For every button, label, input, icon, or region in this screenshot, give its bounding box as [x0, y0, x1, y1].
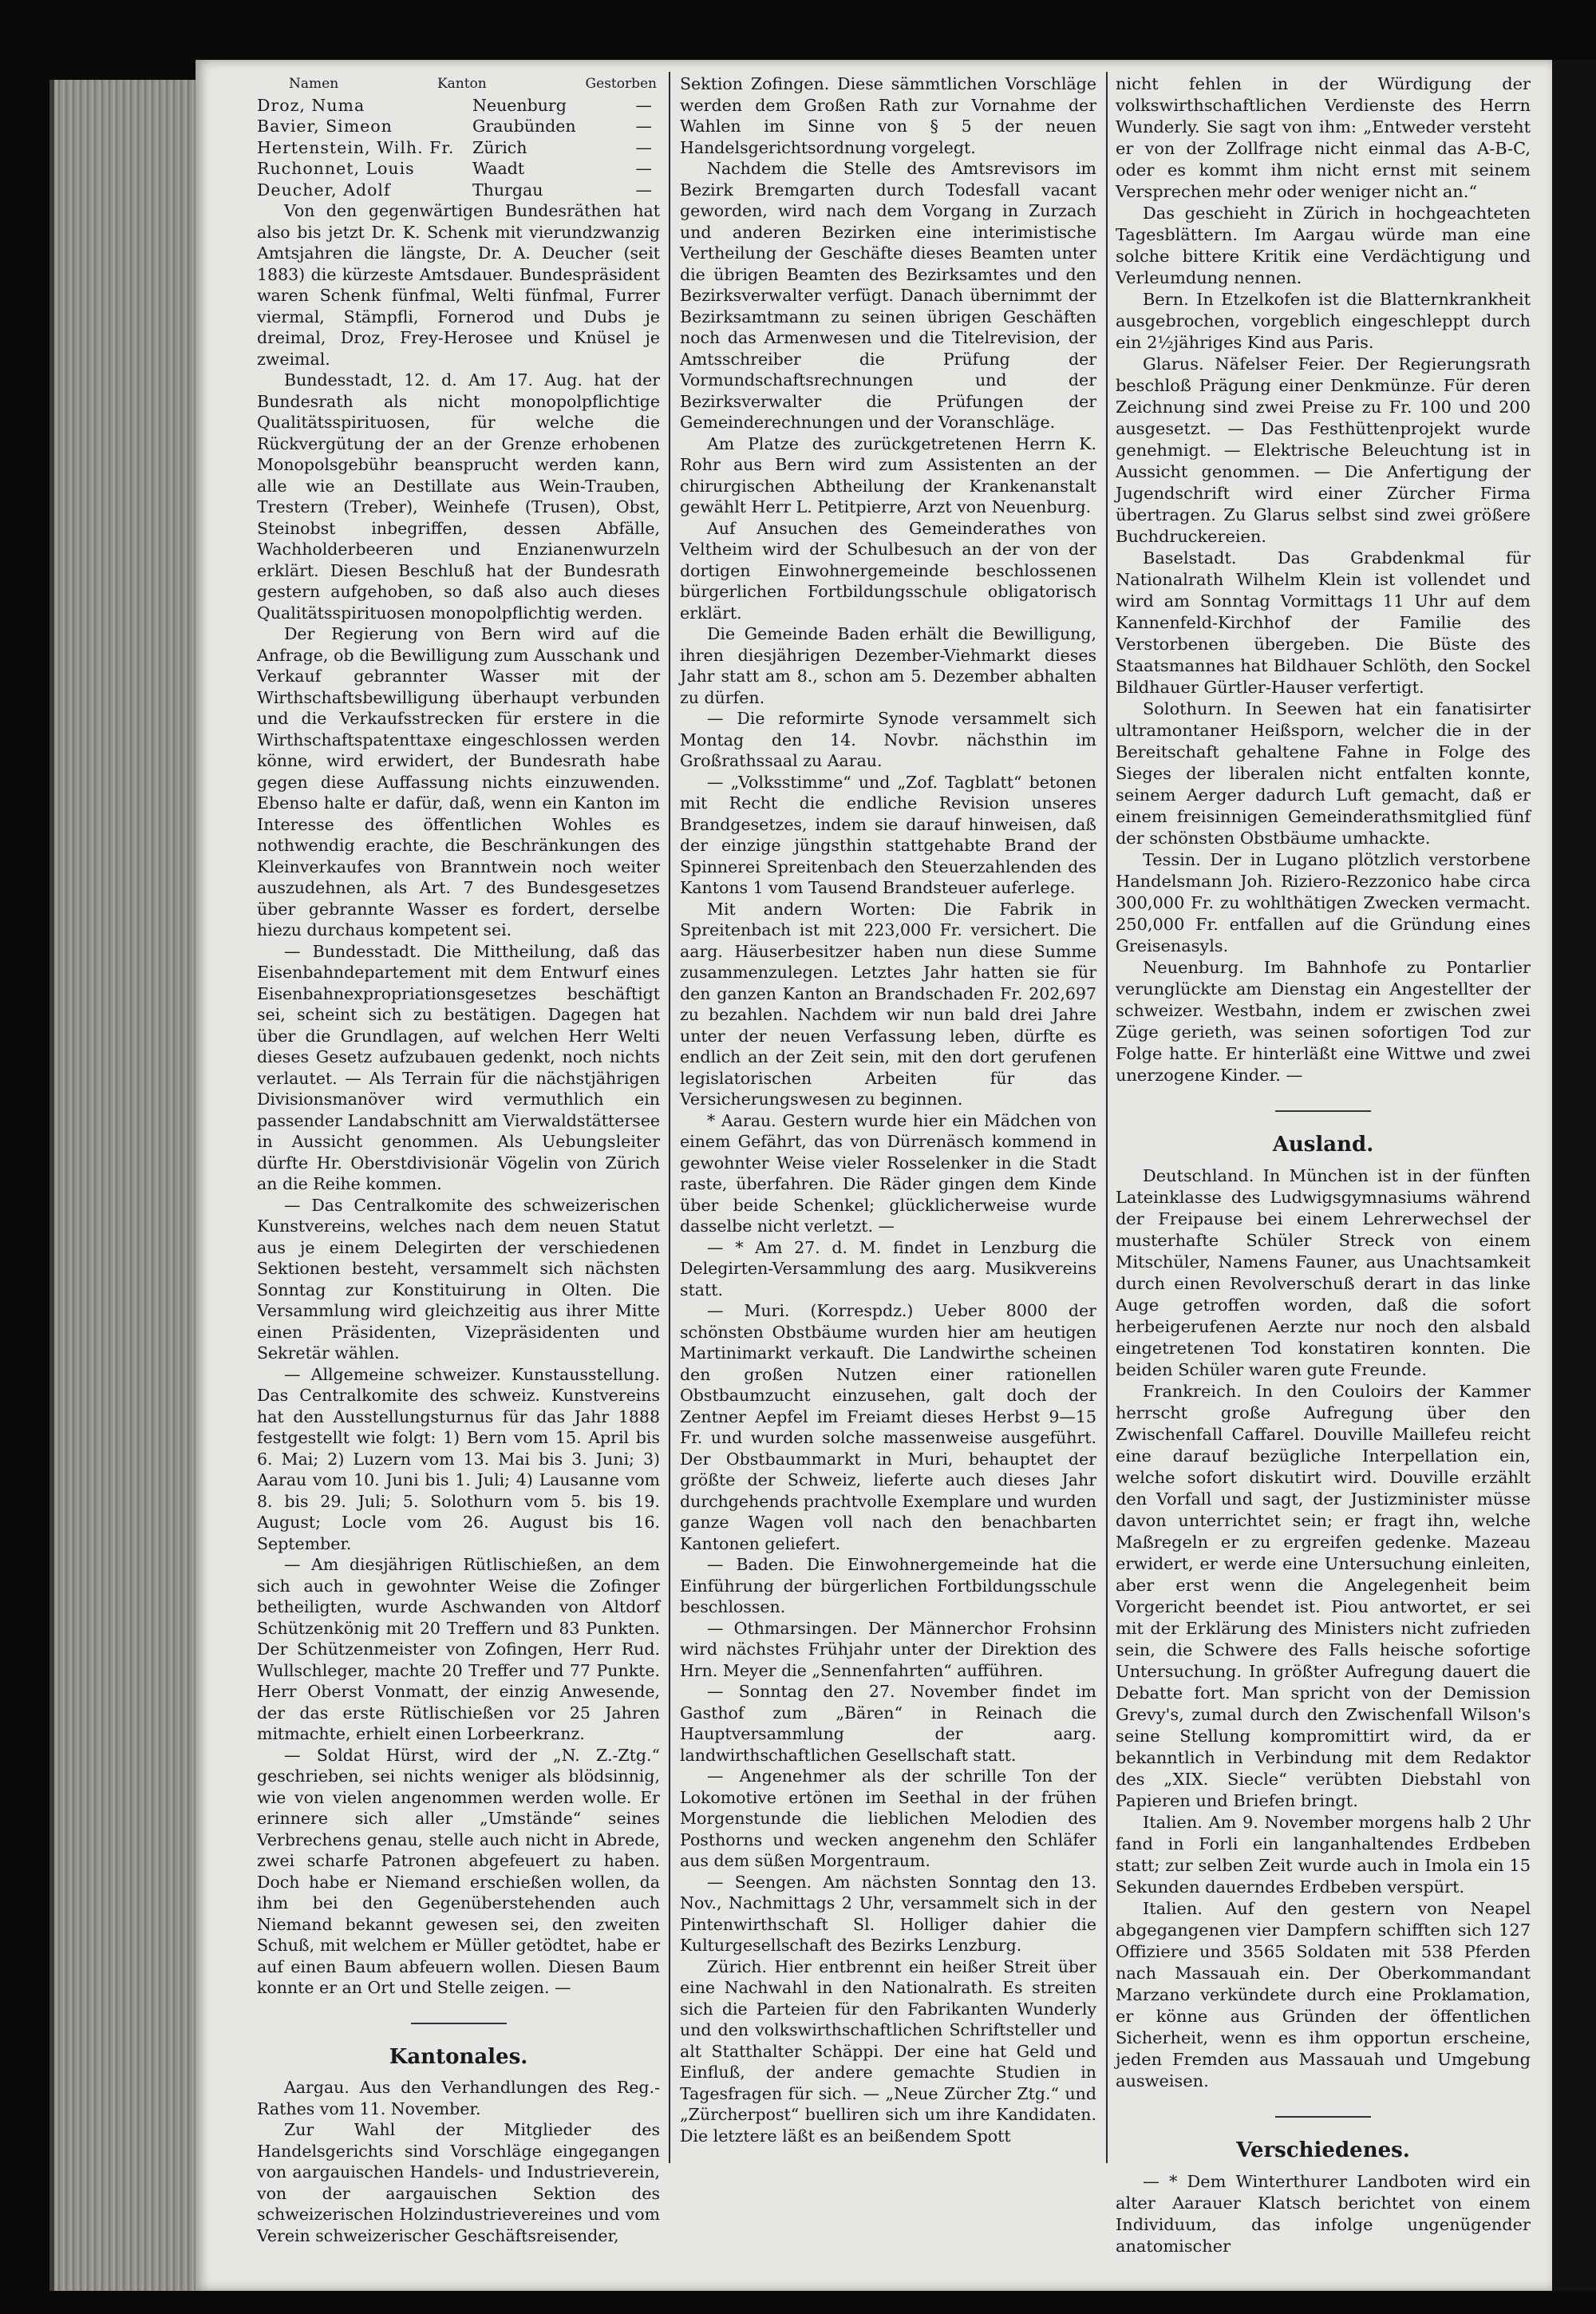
section-heading-verschiedenes: Verschiedenes. — [1236, 2138, 1410, 2162]
article-paragraph: — „Volksstimme“ und „Zof. Tagblatt“ betonen mit Recht die endliche Revision unseres Brandgesetzes, indem sie darauf hinweisen, daß der einzige jüngsthin stattgehabte Brand der Spinnerei Spreitenbach den Steuerzahlenden des Kantons 1 vom Tausend Brandsteuer auferlege. — [680, 772, 1096, 897]
section-rule — [1275, 2116, 1371, 2118]
article-paragraph: — Das Centralkomite des schweizerischen Kunstvereins, welches nach dem neuen Statut aus je einem Delegirten der verschiedenen Sektionen besteht, versammelt sich nächsten Sonntag zur Konstituirung in Olten. Die Versammlung wird gleichzeitig aus ihrer Mitte einen Präsidenten, Vizepräsidenten und Sekretär wählen. — [257, 1195, 660, 1363]
article-paragraph: Sektion Zofingen. Diese sämmtlichen Vorschläge werden dem Großen Rath zur Vornahme der Wahlen im Sinne von § 5 der neuen Handelsgerichtsordnung vorgelegt. — [680, 74, 1096, 157]
section-rule — [411, 2023, 507, 2024]
row-kanton: Neuenburg — [472, 95, 567, 115]
article-paragraph: — * Dem Winterthurer Landboten wird ein alter Aarauer Klatsch berichtet von einem Individuum, das infolge ungenügender anatomischer — [1116, 2172, 1531, 2256]
row-kanton: Zürich — [472, 137, 527, 157]
article-paragraph: — Othmarsingen. Der Männerchor Frohsinn wird nächstes Frühjahr unter der Direktion des Hrn. Meyer die „Sennenfahrten“ aufführen. — [680, 1618, 1096, 1680]
article-paragraph: Von den gegenwärtigen Bundesräthen hat also bis jetzt Dr. K. Schenk mit vierundzwanzig Amtsjahren die längste, Dr. A. Deucher (seit 1883) die kürzeste Amtsdauer. Bundespräsident waren Schenk fünfmal, Welti fünfmal, Furrer viermal, Stämpfli, Fornerod und Dubs je dreimal, Droz, Frey-Herosee und Knüsel je zweimal. — [257, 201, 660, 369]
row-kanton: Graubünden — [472, 117, 576, 136]
row-name: Bavier, Simeon — [257, 117, 393, 136]
article-paragraph: Tessin. Der in Lugano plötzlich verstorbene Handelsmann Joh. Riziero-Rezzonico habe circa 300,000 Fr. zu wohlthätigen Zwecken vermacht. 250,000 Fr. entfallen auf die Gründung eines Greisenasyls. — [1116, 850, 1531, 955]
column-2 — [680, 73, 1096, 2146]
table-header — [257, 73, 660, 95]
table-row — [257, 116, 660, 137]
row-died: — — [635, 117, 652, 136]
article-paragraph: Aargau. Aus den Verhandlungen des Reg.-Rathes vom 11. November. — [257, 2078, 660, 2118]
column-3 — [1116, 73, 1531, 2257]
article-paragraph: Glarus. Näfelser Feier. Der Regierungsrath beschloß Prägung einer Denkmünze. Für deren Zeichnung sind zwei Preise zu Fr. 100 und 200 ausgesetzt. — Das Festhüttenprojekt wurde genehmigt. — Elektrische Beleuchtung ist in Aussicht genommen. — Die Anfertigung der Jugendschrift wird einer Zürcher Firma übertragen. Zu Glarus selbst sind zwei größere Buchdruckereien. — [1116, 354, 1531, 546]
article-paragraph: Baselstadt. Das Grabdenkmal für Nationalrath Wilhelm Klein ist vollendet und wird am Sonntag Vormittags 11 Uhr auf dem Kannenfeld-Kirchhof der Familie des Verstorbenen übergeben. Die Büste des Staatsmannes hat Bildhauer Schlöth, den Sockel Bildhauer Gürtler-Hauser verfertigt. — [1116, 548, 1531, 697]
row-died: — — [635, 137, 652, 157]
article-paragraph: Auf Ansuchen des Gemeinderathes von Veltheim wird der Schulbesuch an der von der dortigen Einwohnergemeinde beschlossenen bürgerlichen Fortbildungsschule obligatorisch erklärt. — [680, 518, 1096, 623]
article-paragraph: — Baden. Die Einwohnergemeinde hat die Einführung der bürgerlichen Fortbildungsschule beschlossen. — [680, 1555, 1096, 1616]
section-heading-ausland: Ausland. — [1272, 1133, 1374, 1157]
row-name: Droz, Numa — [257, 95, 365, 115]
article-paragraph: Bern. In Etzelkofen ist die Blatternkrankheit ausgebrochen, vorgeblich eingeschleppt durch ein 2½jähriges Kind aus Paris. — [1116, 290, 1531, 352]
article-paragraph: — Die reformirte Synode versammelt sich Montag den 14. Novbr. nächsthin im Großrathssaal zu Aarau. — [680, 709, 1096, 770]
article-paragraph: nicht fehlen in der Würdigung der volkswirthschaftlichen Verdienste des Herrn Wunderly. Sie sagt von ihm: „Entweder versteht er von der Zollfrage nicht einmal das A-B-C, oder es kommt ihm nicht ernst mit seinem Versprechen mehr oder weniger nicht an.“ — [1116, 74, 1531, 201]
article-paragraph: * Aarau. Gestern wurde hier ein Mädchen von einem Gefährt, das von Dürrenäsch kommend in gewohnter Weise vieler Rosselenker in die Stadt raste, überfahren. Die Räder gingen dem Kinde über beide Schenkel; glücklicherweise wurde dasselbe nicht verletzt. — — [680, 1110, 1096, 1236]
table-row — [257, 158, 660, 180]
article-paragraph: Solothurn. In Seewen hat ein fanatisirter ultramontaner Heißsporn, welcher die in der Bereitschaft gehaltene Fahne in Folge des Sieges der liberalen nicht entfalten konnte, seinem Aerger dadurch Luft gemacht, daß er einem freisinnigen Gemeinderathsmitglied fünf der schönsten Obstbäume umhackte. — [1116, 699, 1531, 848]
article-paragraph: Am Platze des zurückgetretenen Herrn K. Rohr aus Bern wird zum Assistenten an der chirurgischen Abtheilung der Krankenanstalt gewählt Herr L. Petitpierre, Arzt von Neuenburg. — [680, 433, 1096, 516]
article-paragraph: — Angenehmer als der schrille Ton der Lokomotive ertönen im Seethal in der frühen Morgenstunde die lieblichen Melodien des Posthorns und wecken angenehm den Schläfer aus dem süßen Morgentraum. — [680, 1766, 1096, 1870]
article-paragraph: — Bundesstadt. Die Mittheilung, daß das Eisenbahndepartement mit dem Entwurf eines Eisenbahnexpropriationsgesetzes beschäftigt sei, scheint sich zu bestätigen. Dagegen hat über die Grundlagen, auf welchen Herr Welti dieses Gesetz aufzubauen gedenkt, noch nichts verlautet. — Als Terrain für die nächstjährigen Divisionsmanöver wird vermuthlich ein passender Landabschnitt am Vierwaldstättersee in Aussicht genommen. Als Uebungsleiter dürfte Hr. Oberstdivisionär Vögelin von Zürich an die Reihe kommen. — [257, 941, 660, 1193]
article-paragraph: — Soldat Hürst, wird der „N. Z.-Ztg.“ geschrieben, sei nichts weniger als blödsinnig, wie von vielen angenommen werden wolle. Er erinnere sich aller „Umstände“ seines Verbrechens genau, stelle auch nicht in Abrede, zwei scharfe Patronen abgefeuert zu haben. Doch habe er Niemand erschießen wollen, da ihm bei den Gegenüberstehenden auch Niemand bekannt gewesen sei, den zweiten Schuß, mit welchem er Müller getödtet, habe er auf einen Baum abfeuern wollen. Diesen Baum konnte er an Ort und Stelle zeigen. — — [257, 1745, 660, 1997]
article-paragraph: Die Gemeinde Baden erhält die Bewilligung, ihren diesjährigen Dezember-Viehmarkt dieses Jahr statt am 8., schon am 5. Dezember abhalten zu dürfen. — [680, 624, 1096, 707]
row-kanton: Thurgau — [472, 180, 543, 200]
article-paragraph: — Allgemeine schweizer. Kunstausstellung. Das Centralkomite des schweiz. Kunstvereins hat den Ausstellungsturnus für das Jahr 1888 festgestellt wie folgt: 1) Bern vom 15. April bis 6. Mai; 2) Luzern vom 13. Mai bis 3. Juni; 3) Aarau vom 10. Juni bis 1. Juli; 4) Lausanne vom 8. bis 29. Juli; 5. Solothurn vom 5. bis 19. August; Locle vom 26. August bis 16. September. — [257, 1364, 660, 1553]
row-died: — — [635, 180, 652, 200]
article-paragraph: — * Am 27. d. M. findet in Lenzburg die Delegirten-Versammlung des aarg. Musikvereins statt. — [680, 1237, 1096, 1299]
article-paragraph: — Muri. (Korrespdz.) Ueber 8000 der schönsten Obstbäume wurden hier am heutigen Martinimarkt verkauft. Die Landwirthe scheinen den großen Nutzen einer rationellen Obstbaumzucht einzusehen, galt doch der Zentner Aepfel im Freiamt dieses Herbst 9—15 Fr. und wurden solche massenweise ausgeführt. Der Obstbaummarkt in Muri, behauptet der größte der Schweiz, lieferte auch dieses Jahr durchgehends prachtvolle Exemplare und wurden ganze Wagen voll nach den benachbarten Kantonen geliefert. — [680, 1301, 1097, 1553]
article-paragraph: Mit andern Worten: Die Fabrik in Spreitenbach ist mit 223,000 Fr. versichert. Die aarg. Häuserbesitzer haben nun diese Summe zusammenzulegen. Letztes Jahr hatten sie für den ganzen Kanton an Brandschaden Fr. 202,697 zu bezahlen. Nachdem wir nun bald drei Jahre unter der neuen Verfassung leben, dürfte es endlich an der Zeit sein, mit den dort gerufenen legislatorischen Arbeiten für das Versicherungswesen zu beginnen. — [680, 899, 1096, 1109]
table-header-cell: Namen — [289, 76, 339, 92]
column-1 — [257, 73, 660, 2246]
column-rule — [669, 72, 670, 2163]
row-died: — — [635, 159, 652, 178]
row-name: Hertenstein, Wilh. Fr. — [257, 137, 455, 157]
row-name: Ruchonnet, Louis — [257, 159, 415, 178]
section-rule — [1275, 1110, 1371, 1112]
row-name: Deucher, Adolf — [257, 180, 391, 200]
article-paragraph: Italien. Auf den gestern von Neapel abgegangenen vier Dampfern schifften sich 127 Offiziere und 3565 Soldaten mit 538 Pferden nach Massauah ein. Der Oberkommandant Marzano verkündete durch eine Proklamation, er könne aus Gründen der öffentlichen Sicherheit, wenn es ihm opportun erscheine, jeden Fremden aus Massauah und Umgebung ausweisen. — [1116, 1899, 1531, 2091]
article-paragraph: — Sonntag den 27. November findet im Gasthof zum „Bären“ in Reinach die Hauptversammlung der aarg. landwirthschaftlichen Gesellschaft statt. — [680, 1682, 1096, 1765]
article-paragraph: Der Regierung von Bern wird auf die Anfrage, ob die Bewilligung zum Ausschank und Verkauf gebrannter Wasser mit der Wirthschaftsbewilligung überhaupt verbunden und die Verkaufsstrecken für erstere in die Wirthschaftspatenttaxe eingeschlossen werden könne, wird erwidert, der Bundesrath habe gegen diese Auffassung nichts einzuwenden. Ebenso halte er dafür, daß, wenn ein Kanton im Interesse des öffentlichen Wohles es nothwendig erachte, die Beschränkungen des Kleinverkaufes von Branntwein noch weiter auszudehnen, als Art. 7 des Bundesgesetzes über gebrannte Wasser es fordert, derselbe hiezu durchaus kompetent sei. — [257, 624, 660, 939]
article-paragraph: Zur Wahl der Mitglieder des Handelsgerichts sind Vorschläge eingegangen von aargauischen Handels- und Industrieverein, von der aargauischen Sektion des schweizerischen Holzindustrievereines und vom Verein schweizerischer Geschäftsreisender, — [257, 2120, 660, 2245]
page-shadow — [1552, 60, 1596, 2291]
column-rule — [1106, 72, 1108, 2163]
article-paragraph: Bundesstadt, 12. d. Am 17. Aug. hat der Bundesrath als nicht monopolpflichtige Qualitätsspirituosen, für welche die Rückvergütung der an der Grenze erhobenen Monopolsgebühr beansprucht werden kann, alle wie an Destillate aus Wein-Trauben, Trestern (Treber), Weinhefe (Trusen), Obst, Steinobst inbegriffen, dessen Abfälle, Wachholderbeeren und Enzianenwurzeln erklärt. Diesen Beschluß hat der Bundesrath gestern aufgehoben, so daß also auch dieses Qualitätsspirituosen monopolpflichtig werden. — [257, 370, 660, 623]
article-paragraph: Frankreich. In den Couloirs der Kammer herrscht große Aufregung über den Zwischenfall Caffarel. Douville Maillefeu reicht eine darauf bezügliche Interpellation ein, welche sofort diskutirt wird. Douville erzählt den Vorfall und sagt, der Justizminister müsse davon unterrichtet sein; er fragt ihn, welche Maßregeln er zu ergreifen gedenke. Mazeau erwidert, er werde eine Untersuchung einleiten, aber erst wenn die Angelegenheit beim Vorgericht beendet ist. Piou antwortet, er sei mit der Erklärung des Ministers nicht zufrieden sein, die Schwere des Falls heische sofortige Untersuchung. In größter Aufregung dauert die Debatte fort. Man spricht von der Demission Grevy's, zumal durch den Zwischenfall Wilson's seine Stellung kompromittirt wird, da er bekanntlich in Verbindung mit dem Redaktor des „XIX. Siecle“ verübten Diebstahl von Papieren und Briefen bringt. — [1116, 1382, 1531, 1810]
table-row — [257, 95, 660, 117]
article-paragraph: Zürich. Hier entbrennt ein heißer Streit über eine Nachwahl in den Nationalrath. Es streiten sich die Parteien für den Fabrikanten Wunderly und den volkswirthschaftlichen Schriftsteller und alt Statthalter Schäppi. Der eine hat Geld und Einfluß, der andere gemachte Studien in Tagesfragen für sich. — „Neue Zürcher Ztg.“ und „Zürcherpost“ buelliren sich um ihre Kandidaten. Die letztere läßt es an beißendem Spott — [680, 1956, 1096, 2146]
article-paragraph: — Am diesjährigen Rütlischießen, an dem sich auch in gewohnter Weise die Zofinger betheiligten, wurde Aschwanden von Altdorf Schützenkönig mit 20 Treffern und 83 Punkten. Der Schützenmeister von Zofingen, Herr Rud. Wullschleger, machte 20 Treffer und 77 Punkte. Herr Oberst Vonmatt, der einzig Anwesende, der das erste Rütlischießen vor 25 Jahren mitmachte, erhielt einen Lorbeerkranz. — [257, 1555, 660, 1743]
article-paragraph: Italien. Am 9. November morgens halb 2 Uhr fand in Forli ein langanhaltendes Erdbeben statt; zur selben Zeit wurde auch in Imola ein 15 Sekunden dauerndes Erdbeben verspürt. — [1116, 1813, 1531, 1897]
article-paragraph: Neuenburg. Im Bahnhofe zu Pontarlier verunglückte am Dienstag ein Angestellter der schweizer. Westbahn, indem er zwischen zwei Züge gerieth, was seinen sofortigen Tod zur Folge hatte. Er hinterläßt eine Wittwe und zwei unerzogene Kinder. — — [1116, 958, 1531, 1085]
book-edge — [49, 80, 210, 2291]
row-kanton: Waadt — [472, 159, 525, 178]
article-paragraph: Nachdem die Stelle des Amtsrevisors im Bezirk Bremgarten durch Todesfall vacant geworden, wird nach dem Vorgang in Zurzach und anderen Bezirken eine interimistische Vertheilung der Geschäfte dieses Beamten unter die übrigen Beamten des Bezirksamtes und den Bezirksverwalter verfügt. Danach übernimmt der Bezirksamtmann zu seinen übrigen Geschäften noch das Armenwesen und die Titelrevision, der Amtsschreiber die Prüfung der Vormundschaftsrechnungen und der Bezirksverwalter die Prüfungen der Gemeinderechnungen und der Voranschläge. — [680, 159, 1096, 432]
section-heading-kantonales: Kantonales. — [389, 2044, 528, 2069]
article-paragraph: Deutschland. In München ist in der fünften Lateinklasse des Ludwigsgymnasiums während der Freipause bei einem Lehrerwechsel der musterhafte Schüler Streck von einem Mitschüler, Namens Fauner, aus Unachtsamkeit durch einen Revolverschuß derart in das linke Auge getroffen worden, daß die sofort herbeigerufenen Aerzte nur noch den alsbald eingetretenen Tod konstatiren konnten. Die beiden Schüler waren gute Freunde. — [1116, 1166, 1531, 1379]
row-died: — — [635, 95, 652, 115]
table-row — [257, 137, 660, 159]
article-paragraph: — Seengen. Am nächsten Sonntag den 13. Nov., Nachmittags 2 Uhr, versammelt sich in der Pintenwirthschaft Sl. Holliger dahier die Kulturgesellschaft des Bezirks Lenzburg. — [680, 1872, 1096, 1955]
article-paragraph: Das geschieht in Zürich in hochgeachteten Tagesblättern. Im Aargau würde man eine solche bittere Kritik eine Verdächtigung und Verleumdung nennen. — [1116, 204, 1531, 287]
table-header-cell: Gestorben — [585, 76, 657, 92]
table-header-cell: Kanton — [437, 76, 487, 92]
table-row — [257, 180, 660, 201]
